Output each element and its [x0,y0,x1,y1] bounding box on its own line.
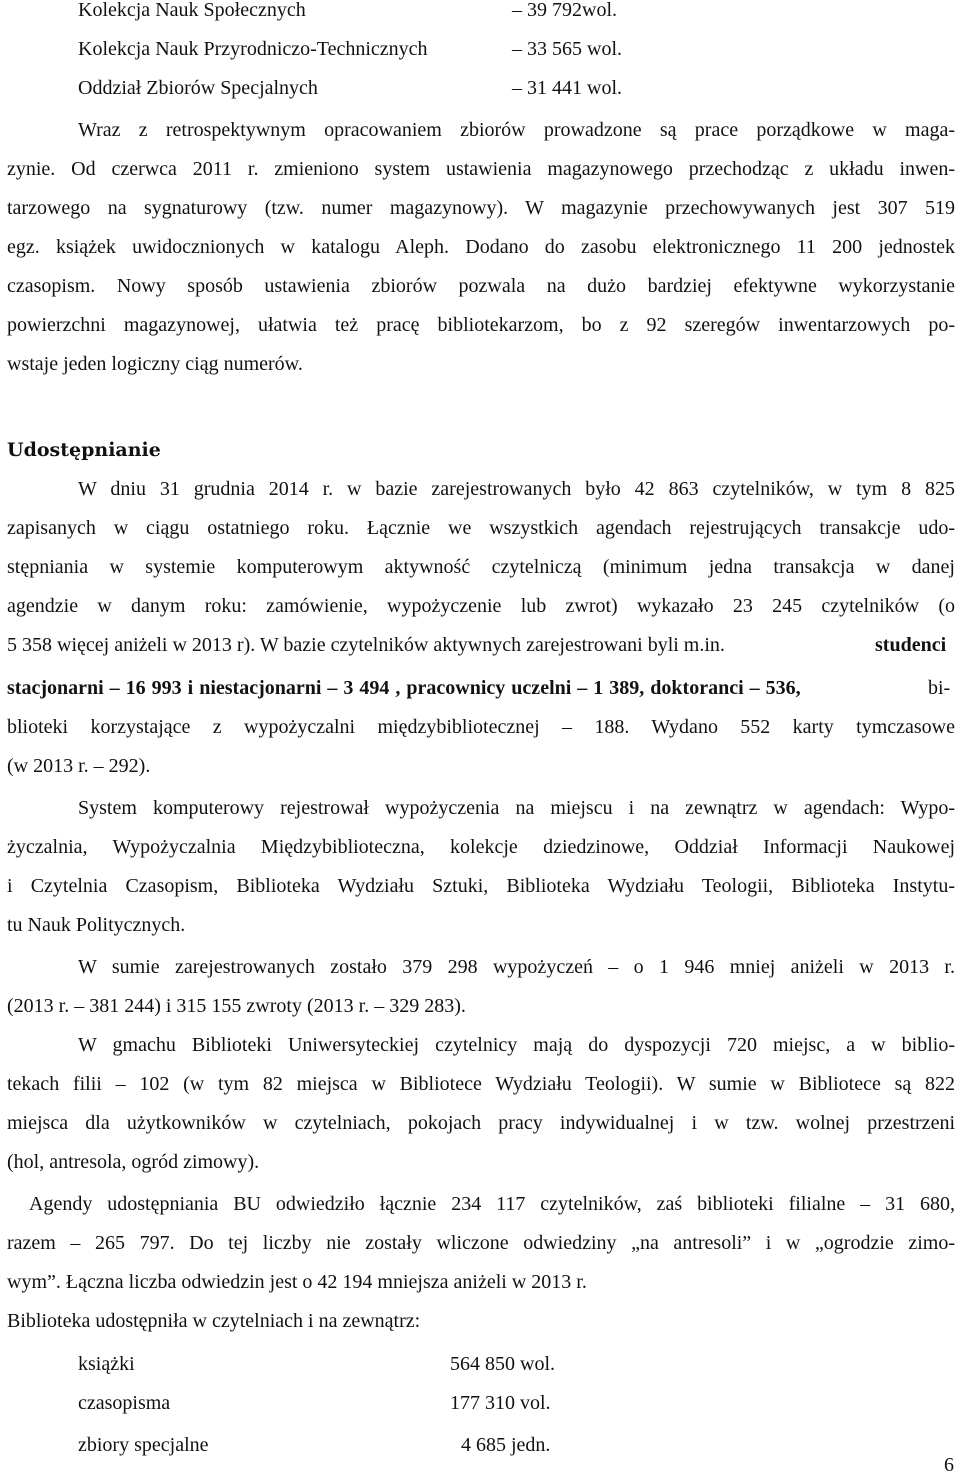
paragraph-line: W gmachu Biblioteki Uniwersyteckiej czytelnicy mają do dyspozycji 720 miejsc, a w biblio- [78,1034,955,1056]
paragraph-line: powierzchni magazynowej, ułatwia też pracę bibliotekarzom, bo z 92 szeregów inwentarzowych po- [7,314,955,336]
collection-name: Kolekcja Nauk Społecznych [78,0,306,21]
paragraph-line: zapisanych w ciągu ostatniego roku. Łącznie we wszystkich agendach rejestrujących transakcje udo- [7,517,955,539]
collection-value: – 39 792wol. [512,0,617,21]
paragraph-line: miejsca dla użytkowników w czytelniach, pokojach pracy indywidualnej i w tzw. wolnej przestrzeni [7,1112,955,1134]
section-heading: Udostępnianie [7,439,161,461]
paragraph-line: razem – 265 797. Do tej liczby nie zostały wliczone odwiedziny „na antresoli” i w „ogrodzie zimo- [7,1232,955,1254]
lent-item-value: 177 310 vol. [450,1392,551,1414]
paragraph-line: życzalnia, Wypożyczalnia Międzybiblioteczna, kolekcje dziedzinowe, Oddział Informacji Naukowej [7,836,955,858]
lent-intro: Biblioteka udostępniła w czytelniach i na zewnątrz: [7,1310,421,1332]
bold-line: stacjonarni – 16 993 i niestacjonarni – 3 494 , pracownicy uczelni – 1 389, doktoranci – 536, [7,677,801,699]
paragraph-line: tarzowego na sygnaturowy (tzw. numer magazynowy). W magazynie przechowywanych jest 307 519 [7,197,955,219]
collection-name: Kolekcja Nauk Przyrodniczo-Technicznych [78,38,428,60]
paragraph-line: (hol, antresola, ogród zimowy). [7,1151,260,1173]
paragraph-line: W dniu 31 grudnia 2014 r. w bazie zarejestrowanych było 42 863 czytelników, w tym 8 825 [78,478,955,500]
lent-item-value: 564 850 wol. [450,1353,555,1375]
bold-text: studenci [875,634,947,656]
lent-item-name: czasopisma [78,1392,171,1414]
paragraph-line: czasopism. Nowy sposób ustawienia zbiorów pozwala na dużo bardziej efektywne wykorzystanie [7,275,955,297]
paragraph-line: System komputerowy rejestrował wypożyczenia na miejscu i na zewnątrz w agendach: Wypo- [78,797,955,819]
paragraph-line: (2013 r. – 381 244) i 315 155 zwroty (2013 r. – 329 283). [7,995,466,1017]
lent-item-value: 4 685 jedn. [461,1434,551,1456]
lent-item-name: zbiory specjalne [78,1434,209,1456]
collection-name: Oddział Zbiorów Specjalnych [78,77,318,99]
paragraph-line: Agendy udostępniania BU odwiedziło łącznie 234 117 czytelników, zaś biblioteki filialne – 31 680, [29,1193,955,1215]
paragraph-line: tekach filii – 102 (w tym 82 miejsca w Bibliotece Wydziału Teologii). W sumie w Bibliotece są 822 [7,1073,955,1095]
paragraph-line: agendzie w danym roku: zamówienie, wypożyczenie lub zwrot) wykazało 23 245 czytelników (o [7,595,955,617]
paragraph-line: wym”. Łączna liczba odwiedzin jest o 42 194 mniejsza aniżeli w 2013 r. [7,1271,587,1293]
paragraph-line: i Czytelnia Czasopism, Biblioteka Wydziału Sztuki, Biblioteka Wydziału Teologii, Biblioteka Instytu- [7,875,955,897]
paragraph-line: wstaje jeden logiczny ciąg numerów. [7,353,303,375]
lent-item-name: książki [78,1353,135,1375]
paragraph-line: (w 2013 r. – 292). [7,755,151,777]
paragraph-line: stępniania w systemie komputerowym aktywność czytelniczą (minimum jedna transakcja w danej [7,556,955,578]
paragraph-line: W sumie zarejestrowanych zostało 379 298 wypożyczeń – o 1 946 mniej aniżeli w 2013 r. [78,956,955,978]
page-number: 6 [944,1454,954,1476]
paragraph-line: zynie. Od czerwca 2011 r. zmieniono system ustawienia magazynowego przechodząc z układu inwen- [7,158,955,180]
paragraph-line: tu Nauk Politycznych. [7,914,186,936]
paragraph-line: blioteki korzystające z wypożyczalni międzybibliotecznej – 188. Wydano 552 karty tymczasowe [7,716,955,738]
collection-value: – 31 441 wol. [512,77,622,99]
line-tail: bi- [928,677,951,699]
collection-value: – 33 565 wol. [512,38,622,60]
paragraph-line: egz. książek uwidocznionych w katalogu Aleph. Dodano do zasobu elektronicznego 11 200 jednostek [7,236,955,258]
paragraph-line: Wraz z retrospektywnym opracowaniem zbiorów prowadzone są prace porządkowe w maga- [78,119,955,141]
paragraph-line: 5 358 więcej aniżeli w 2013 r). W bazie czytelników aktywnych zarejestrowani byli m.in. [7,634,725,656]
